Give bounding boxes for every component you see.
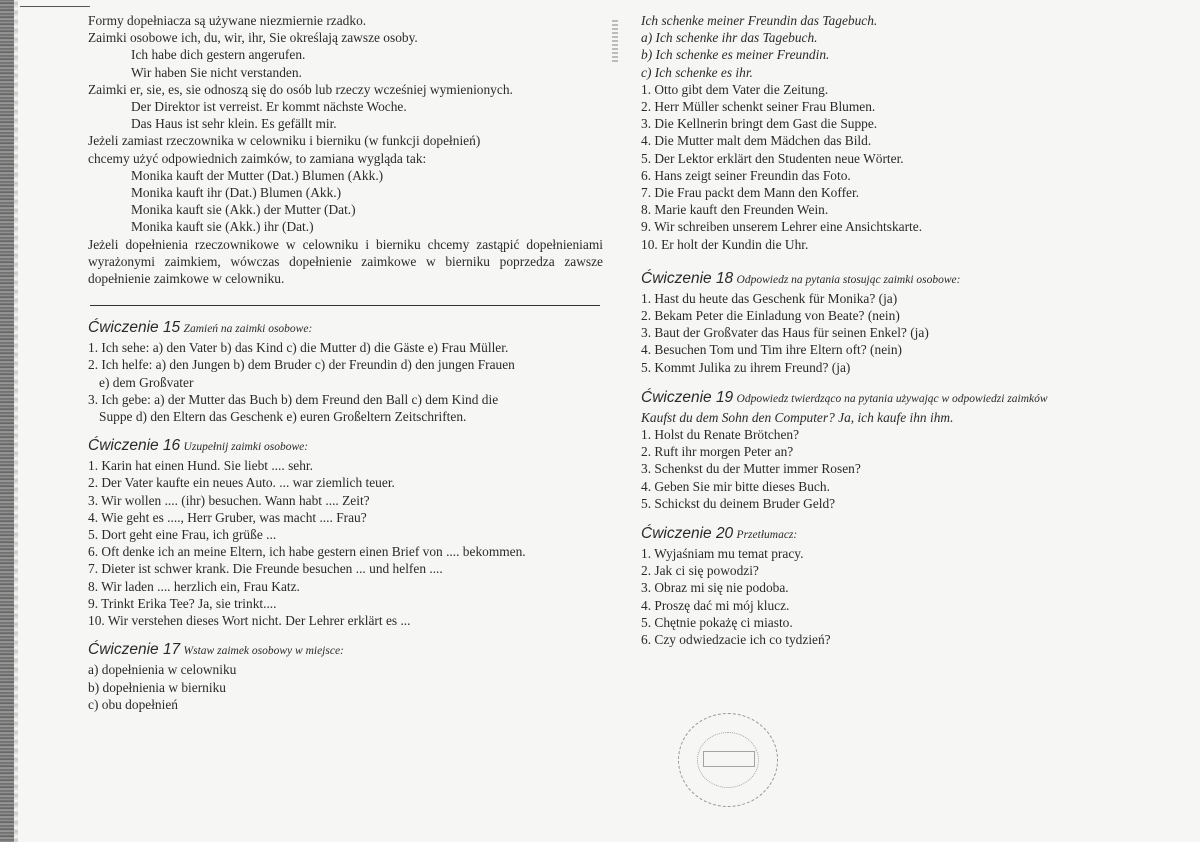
grammar-intro [88, 12, 603, 287]
exercise-19 [641, 388, 1191, 512]
exercise-item: 4. Besuchen Tom und Tim ihre Eltern oft? (nein) [641, 342, 903, 358]
exercise-heading [641, 269, 1191, 290]
exercise-16 [88, 436, 603, 629]
exercise-heading [88, 640, 603, 661]
exercise-instruction: Wstaw zaimek osobowy w miejsce: [183, 645, 344, 658]
exercise-item: 9. Wir schreiben unserem Lehrer eine Ansichtskarte. [641, 219, 923, 235]
stamp-center-box [703, 751, 755, 767]
exercise-item: 5. Kommt Julika zu ihrem Freund? (ja) [641, 359, 851, 375]
exercise-instruction: Odpowiedz na pytania stosując zaimki osobowe: [736, 273, 961, 286]
exercise-17 [88, 640, 603, 713]
exercise-item: 6. Hans zeigt seiner Freundin das Foto. [641, 167, 851, 183]
example-line: Monika kauft sie (Akk.) ihr (Dat.) [131, 219, 314, 235]
exercise-instruction: Zamień na zaimki osobowe: [183, 323, 313, 336]
exercise-item: 4. Wie geht es ...., Herr Gruber, was macht .... Frau? [88, 509, 367, 525]
exercise-heading [88, 436, 603, 457]
exercise-item: 2. Ruft ihr morgen Peter an? [641, 444, 794, 460]
exercise-item: 1. Otto gibt dem Vater die Zeitung. [641, 81, 829, 97]
example-line: Ich schenke meiner Freundin das Tagebuch. [641, 13, 878, 28]
exercise-item: 6. Oft denke ich an meine Eltern, ich habe gestern einen Brief von .... bekommen. [88, 544, 526, 560]
intro-line: Zaimki osobowe ich, du, wir, ihr, Sie określają zawsze osoby. [88, 30, 418, 46]
exercise-item: 7. Dieter ist schwer krank. Die Freunde besuchen ... und helfen .... [88, 561, 443, 577]
exercise-18 [641, 269, 1191, 376]
exercise-instruction: Uzupełnij zaimki osobowe: [183, 441, 309, 454]
exercise-title: Ćwiczenie 18 [641, 269, 734, 287]
exercise-item: 3. Die Kellnerin bringt dem Gast die Suppe. [641, 116, 878, 132]
spine-noise [612, 20, 618, 62]
exercise-item: 5. Chętnie pokażę ci miasto. [641, 614, 793, 630]
exercise-item-cont: e) dem Großvater [99, 374, 194, 390]
exercise-20 [641, 524, 1191, 648]
exercise-title: Ćwiczenie 20 [641, 525, 734, 543]
exercise-item: 4. Geben Sie mir bitte dieses Buch. [641, 478, 830, 494]
exercise-example: Kaufst du dem Sohn den Computer? Ja, ich kaufe ihn ihm. [641, 409, 954, 425]
exercise-item: 2. Bekam Peter die Einladung von Beate? (nein) [641, 308, 900, 324]
exercise-instruction: Odpowiedz twierdząco na pytania używając w odpowiedzi zaimków [736, 392, 1048, 405]
exercise-item: 8. Marie kauft den Freunden Wein. [641, 202, 829, 218]
exercise-item: 8. Wir laden .... herzlich ein, Frau Katz. [88, 578, 300, 594]
exercise-item: 9. Trinkt Erika Tee? Ja, sie trinkt.... [88, 595, 277, 611]
exercise-title: Ćwiczenie 16 [88, 437, 181, 455]
intro-line: Formy dopełniacza są używane niezmiernie rzadko. [88, 13, 367, 28]
exercise-heading [88, 318, 603, 339]
right-column [641, 12, 1191, 648]
exercise-item: 4. Die Mutter malt dem Mädchen das Bild. [641, 133, 872, 149]
exercise-item: 5. Schickst du deinem Bruder Geld? [641, 495, 836, 511]
exercise-title: Ćwiczenie 15 [88, 319, 181, 337]
example-line: Monika kauft ihr (Dat.) Blumen (Akk.) [131, 185, 342, 201]
exercise-option: c) obu dopełnień [88, 696, 178, 712]
exercise-title: Ćwiczenie 19 [641, 388, 734, 406]
exercise-item: 2. Herr Müller schenkt seiner Frau Blumen. [641, 99, 876, 115]
exercise-item: 2. Der Vater kaufte ein neues Auto. ... war ziemlich teuer. [88, 475, 395, 491]
exercise-item: 4. Proszę dać mi mój klucz. [641, 597, 790, 613]
example-line: a) Ich schenke ihr das Tagebuch. [641, 30, 818, 46]
exercise-heading [641, 388, 1191, 409]
exercise-item: 1. Hast du heute das Geschenk für Monika? (ja) [641, 290, 898, 306]
top-rule [20, 6, 90, 7]
exercise-item: 1. Wyjaśniam mu temat pracy. [641, 546, 804, 562]
example-line: b) Ich schenke es meiner Freundin. [641, 47, 830, 63]
section-divider [90, 305, 600, 306]
example-line: Der Direktor ist verreist. Er kommt nächste Woche. [131, 99, 407, 115]
exercise-item: 3. Baut der Großvater das Haus für seinen Enkel? (ja) [641, 325, 929, 341]
exercise-item: 10. Wir verstehen dieses Wort nicht. Der Lehrer erklärt es ... [88, 613, 411, 629]
exercise-item: 10. Er holt der Kundin die Uhr. [641, 236, 809, 252]
library-stamp-icon [678, 713, 778, 807]
exercise-item: 3. Obraz mi się nie podoba. [641, 580, 789, 596]
exercise-17-example [641, 12, 1191, 81]
example-line: Monika kauft sie (Akk.) der Mutter (Dat.) [131, 202, 356, 218]
exercise-item: 1. Holst du Renate Brötchen? [641, 427, 800, 443]
exercise-title: Ćwiczenie 17 [88, 641, 181, 659]
intro-paragraph: Jeżeli dopełnienia rzeczownikowe w celowniku i bierniku chcemy zastąpić dopełnieniami wyrażonymi zaimkiem, wówczas dopełnienie zaimkowe w bierniku poprzedza zawsze dopełnienie zaimkowe w celowniku. [88, 236, 603, 287]
exercise-15 [88, 318, 603, 425]
exercise-item: 5. Der Lektor erklärt den Studenten neue Wörter. [641, 150, 904, 166]
left-column [88, 12, 603, 713]
example-line: Ich habe dich gestern angerufen. [131, 47, 306, 63]
example-line: c) Ich schenke es ihr. [641, 64, 753, 80]
scan-edge-noise [14, 0, 18, 842]
exercise-item: 5. Dort geht eine Frau, ich grüße ... [88, 527, 277, 543]
exercise-instruction: Przetłumacz: [736, 529, 798, 542]
intro-line: Jeżeli zamiast rzeczownika w celowniku i bierniku (w funkcji dopełnień) [88, 133, 481, 149]
exercise-item: 2. Jak ci się powodzi? [641, 563, 759, 579]
exercise-heading [641, 524, 1191, 545]
exercise-17-items [641, 81, 1191, 253]
exercise-option: a) dopełnienia w celowniku [88, 662, 237, 678]
exercise-item: 2. Ich helfe: a) den Jungen b) dem Bruder c) der Freundin d) den jungen Frauen [88, 357, 515, 373]
example-line: Wir haben Sie nicht verstanden. [131, 64, 302, 80]
exercise-item-cont: Suppe d) den Eltern das Geschenk e) euren Großeltern Zeitschriften. [99, 409, 467, 425]
example-line: Monika kauft der Mutter (Dat.) Blumen (Akk.) [131, 167, 384, 183]
exercise-item: 3. Schenkst du der Mutter immer Rosen? [641, 461, 861, 477]
example-line: Das Haus ist sehr klein. Es gefällt mir. [131, 116, 337, 132]
exercise-item: 6. Czy odwiedzacie ich co tydzień? [641, 632, 831, 648]
exercise-item: 3. Wir wollen .... (ihr) besuchen. Wann habt .... Zeit? [88, 492, 370, 508]
intro-line: chcemy użyć odpowiednich zaimków, to zamiana wygląda tak: [88, 150, 427, 166]
exercise-item: 1. Ich sehe: a) den Vater b) das Kind c) die Mutter d) die Gäste e) Frau Müller. [88, 340, 509, 356]
intro-line: Zaimki er, sie, es, sie odnoszą się do osób lub rzeczy wcześniej wymienionych. [88, 81, 513, 97]
scan-binding-edge [0, 0, 14, 842]
exercise-item: 1. Karin hat einen Hund. Sie liebt .... sehr. [88, 458, 313, 474]
exercise-option: b) dopełnienia w bierniku [88, 679, 226, 695]
exercise-item: 7. Die Frau packt dem Mann den Koffer. [641, 185, 860, 201]
exercise-item: 3. Ich gebe: a) der Mutter das Buch b) dem Freund den Ball c) dem Kind die [88, 391, 499, 407]
